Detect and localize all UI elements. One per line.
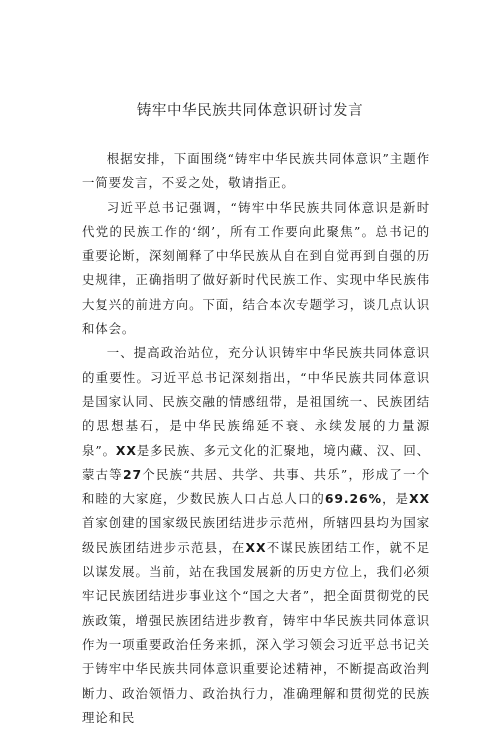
highlight-region-name: XX xyxy=(115,442,137,458)
paragraph-text: 一、提高政治站位，充分认识铸牢中华民族共同体意识的重要性。习近平总书记深刻指出，“中华民族共同体意识是国家认同、民族交融的情感纽带，是祖国统一、民族团结的思想基石，是中华民族绵延不衰、永续发展的力量源泉”。 xyxy=(82,345,430,458)
paragraph-text: 不谋民族团结工作，就不足以谋发展。当前，站在我国发展新的历史方位上，我们必须牢记民族团结进步事业这个“国之大者”，把全面贯彻党的民族政策，增强民族团结进步教育，铸牢中华民族共同体意识作为一项重要政治任务来抓，深入学习领会习近平总书记关于铸牢中华民族共同体意识重要论述精神，不断提高政治判断力、政治领悟力、政治执行力，准确理解和贯彻党的民族理论和民 xyxy=(82,539,430,725)
highlight-region-name: XX xyxy=(245,539,267,555)
document-body xyxy=(82,147,430,730)
paragraph-section-one xyxy=(82,341,430,730)
highlight-ethnic-count: 27 xyxy=(122,466,142,482)
paragraph-quote: 习近平总书记强调，“铸牢中华民族共同体意识是新时代党的民族工作的‘纲’，所有工作要向此聚焦”。总书记的重要论断，深刻阐释了中华民族从自在到自觉再到自强的历史规律，正确指明了做好新时代民族工作、实现中华民族伟大复兴的前进方向。下面，结合本次专题学习，谈几点认识和体会。 xyxy=(82,199,430,337)
paragraph-text: 个民族“共居、共学、共事、共乐”，形成了一个和睦的大家庭，少数民族人口占总人口的 xyxy=(82,466,431,507)
paragraph-text: 首家创建的国家级民族团结进步示范州，所辖四县均为国家级民族团结进步示范县，在 xyxy=(82,515,430,555)
paragraph-text: 是多民族、多元文化的汇聚地，境内藏、汉、回、蒙古等 xyxy=(82,442,430,482)
document-title: 铸牢中华民族共同体意识研讨发言 xyxy=(136,103,364,119)
highlight-minority-percent: 69.26% xyxy=(324,491,382,507)
paragraph-intro: 根据安排，下面围绕“铸牢中华民族共同体意识”主题作一简要发言，不妥之处，敬请指正。 xyxy=(82,151,430,191)
highlight-province-name: XX xyxy=(409,491,430,507)
paragraph-text: ，是 xyxy=(381,491,410,507)
